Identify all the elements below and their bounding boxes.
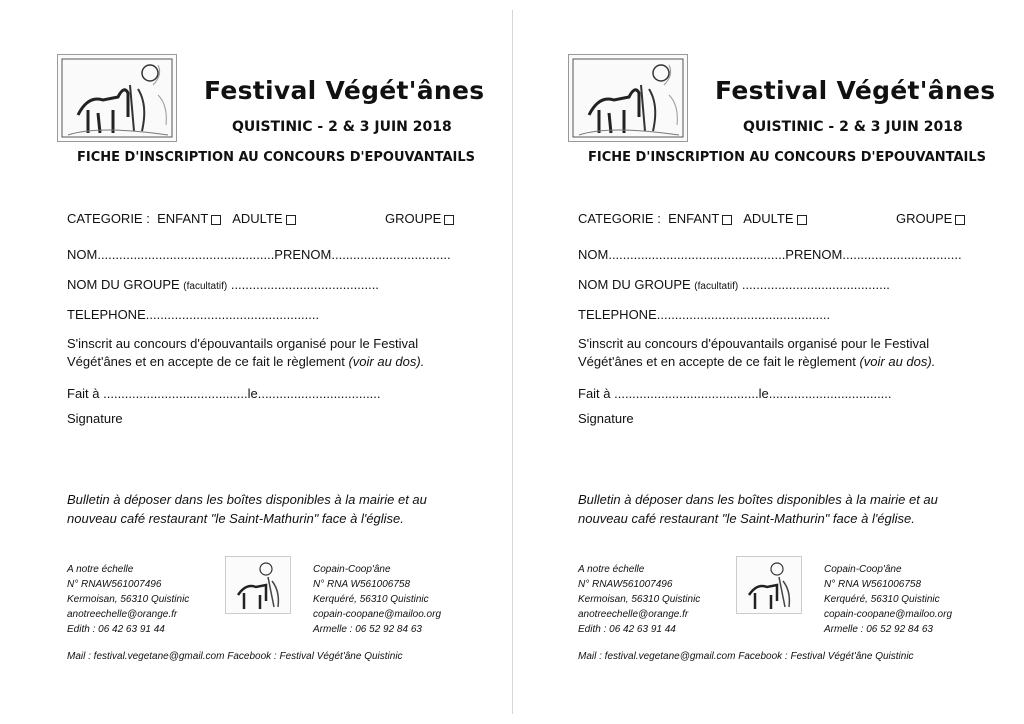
inscription-paragraph bbox=[578, 335, 973, 371]
bulletin-text: Bulletin à déposer dans les boîtes disponibles à la mairie et au nouveau café restaurant "le Saint-Mathurin" face à l'église. bbox=[578, 492, 938, 526]
group-name-label: NOM DU GROUPE bbox=[578, 277, 691, 292]
assoc2-name: Copain-Coop'âne bbox=[313, 564, 391, 575]
nom-prenom-line[interactable]: NOM.................................................PRENOM................................. bbox=[67, 247, 451, 262]
nom-prenom-line[interactable]: NOM.................................................PRENOM................................. bbox=[578, 247, 962, 262]
group-name-line[interactable] bbox=[578, 277, 890, 292]
category-label: CATEGORIE : bbox=[578, 211, 661, 226]
assoc2-email: copain-coopane@mailoo.org bbox=[313, 609, 442, 620]
footer-contact: Mail : festival.vegetane@gmail.com Facebook : Festival Végét'âne Quistinic bbox=[67, 651, 403, 662]
adulte-label: ADULTE bbox=[232, 211, 283, 226]
donkey-logo-illustration bbox=[568, 54, 688, 142]
festival-title: Festival Végét'ânes bbox=[715, 76, 996, 105]
adulte-label: ADULTE bbox=[743, 211, 794, 226]
assoc2-rna: N° RNA W561006758 bbox=[824, 579, 922, 590]
inscription-text: S'inscrit au concours d'épouvantails organisé pour le Festival Végét'ânes et en accepte de ce fait le règlement bbox=[578, 336, 930, 369]
groupe-option bbox=[385, 211, 454, 226]
group-name-dots: ......................................... bbox=[741, 277, 890, 292]
festival-date: QUISTINIC - 2 & 3 JUIN 2018 bbox=[743, 119, 963, 135]
assoc2-phone: Armelle : 06 52 92 84 63 bbox=[313, 624, 422, 635]
inscription-note: (voir au dos). bbox=[348, 354, 425, 369]
witch-donkey-logo bbox=[736, 556, 802, 614]
witch-donkey-logo bbox=[225, 556, 291, 614]
telephone-line[interactable]: TELEPHONE................................................ bbox=[67, 307, 320, 322]
inscription-paragraph bbox=[67, 335, 462, 371]
group-name-note: (facultatif) bbox=[183, 281, 228, 292]
groupe-checkbox[interactable] bbox=[955, 215, 965, 225]
assoc2-address: Kerquéré, 56310 Quistinic bbox=[313, 594, 429, 605]
groupe-label: GROUPE bbox=[385, 211, 442, 226]
signature-label: Signature bbox=[67, 411, 123, 426]
group-name-note: (facultatif) bbox=[694, 281, 739, 292]
groupe-checkbox[interactable] bbox=[444, 215, 454, 225]
category-row bbox=[67, 211, 296, 226]
group-name-line[interactable] bbox=[67, 277, 379, 292]
enfant-label: ENFANT bbox=[157, 211, 209, 226]
group-name-dots: ......................................... bbox=[230, 277, 379, 292]
signature-label: Signature bbox=[578, 411, 634, 426]
assoc2-email: copain-coopane@mailoo.org bbox=[824, 609, 953, 620]
enfant-checkbox[interactable] bbox=[211, 215, 221, 225]
footer-association-left bbox=[578, 562, 700, 637]
enfant-checkbox[interactable] bbox=[722, 215, 732, 225]
assoc2-phone: Armelle : 06 52 92 84 63 bbox=[824, 624, 933, 635]
assoc2-name: Copain-Coop'âne bbox=[824, 564, 902, 575]
telephone-line[interactable]: TELEPHONE................................................ bbox=[578, 307, 831, 322]
assoc-rna: N° RNAW561007496 bbox=[578, 579, 673, 590]
fait-a-line[interactable]: Fait à ........................................le.................................. bbox=[578, 386, 892, 401]
group-name-label: NOM DU GROUPE bbox=[67, 277, 180, 292]
inscription-text: S'inscrit au concours d'épouvantails organisé pour le Festival Végét'ânes et en accepte de ce fait le règlement bbox=[67, 336, 419, 369]
assoc-phone: Edith : 06 42 63 91 44 bbox=[67, 624, 165, 635]
form-heading: FICHE D'INSCRIPTION AU CONCOURS D'EPOUVANTAILS bbox=[588, 150, 987, 165]
inscription-note: (voir au dos). bbox=[859, 354, 936, 369]
assoc-address: Kermoisan, 56310 Quistinic bbox=[67, 594, 190, 605]
category-label: CATEGORIE : bbox=[67, 211, 150, 226]
footer-association-left bbox=[67, 562, 189, 637]
footer-contact: Mail : festival.vegetane@gmail.com Facebook : Festival Végét'âne Quistinic bbox=[578, 651, 914, 662]
form-sheet-right bbox=[511, 0, 1023, 724]
assoc2-address: Kerquéré, 56310 Quistinic bbox=[824, 594, 940, 605]
bulletin-text: Bulletin à déposer dans les boîtes disponibles à la mairie et au nouveau café restaurant "le Saint-Mathurin" face à l'église. bbox=[67, 492, 427, 526]
donkey-logo-illustration bbox=[57, 54, 177, 142]
assoc-rna: N° RNAW561007496 bbox=[67, 579, 162, 590]
assoc-email: anotreechelle@orange.fr bbox=[578, 609, 689, 620]
festival-title: Festival Végét'ânes bbox=[204, 76, 485, 105]
groupe-option bbox=[896, 211, 965, 226]
adulte-checkbox[interactable] bbox=[286, 215, 296, 225]
assoc-name: A notre échelle bbox=[578, 564, 645, 575]
assoc-email: anotreechelle@orange.fr bbox=[67, 609, 178, 620]
festival-date: QUISTINIC - 2 & 3 JUIN 2018 bbox=[232, 119, 452, 135]
adulte-checkbox[interactable] bbox=[797, 215, 807, 225]
assoc2-rna: N° RNA W561006758 bbox=[313, 579, 411, 590]
assoc-name: A notre échelle bbox=[67, 564, 134, 575]
assoc-phone: Edith : 06 42 63 91 44 bbox=[578, 624, 676, 635]
form-heading: FICHE D'INSCRIPTION AU CONCOURS D'EPOUVANTAILS bbox=[77, 150, 476, 165]
enfant-label: ENFANT bbox=[668, 211, 720, 226]
fait-a-line[interactable]: Fait à ........................................le.................................. bbox=[67, 386, 381, 401]
footer-association-right bbox=[313, 562, 441, 637]
assoc-address: Kermoisan, 56310 Quistinic bbox=[578, 594, 701, 605]
footer-association-right bbox=[824, 562, 952, 637]
groupe-label: GROUPE bbox=[896, 211, 953, 226]
category-row bbox=[578, 211, 807, 226]
